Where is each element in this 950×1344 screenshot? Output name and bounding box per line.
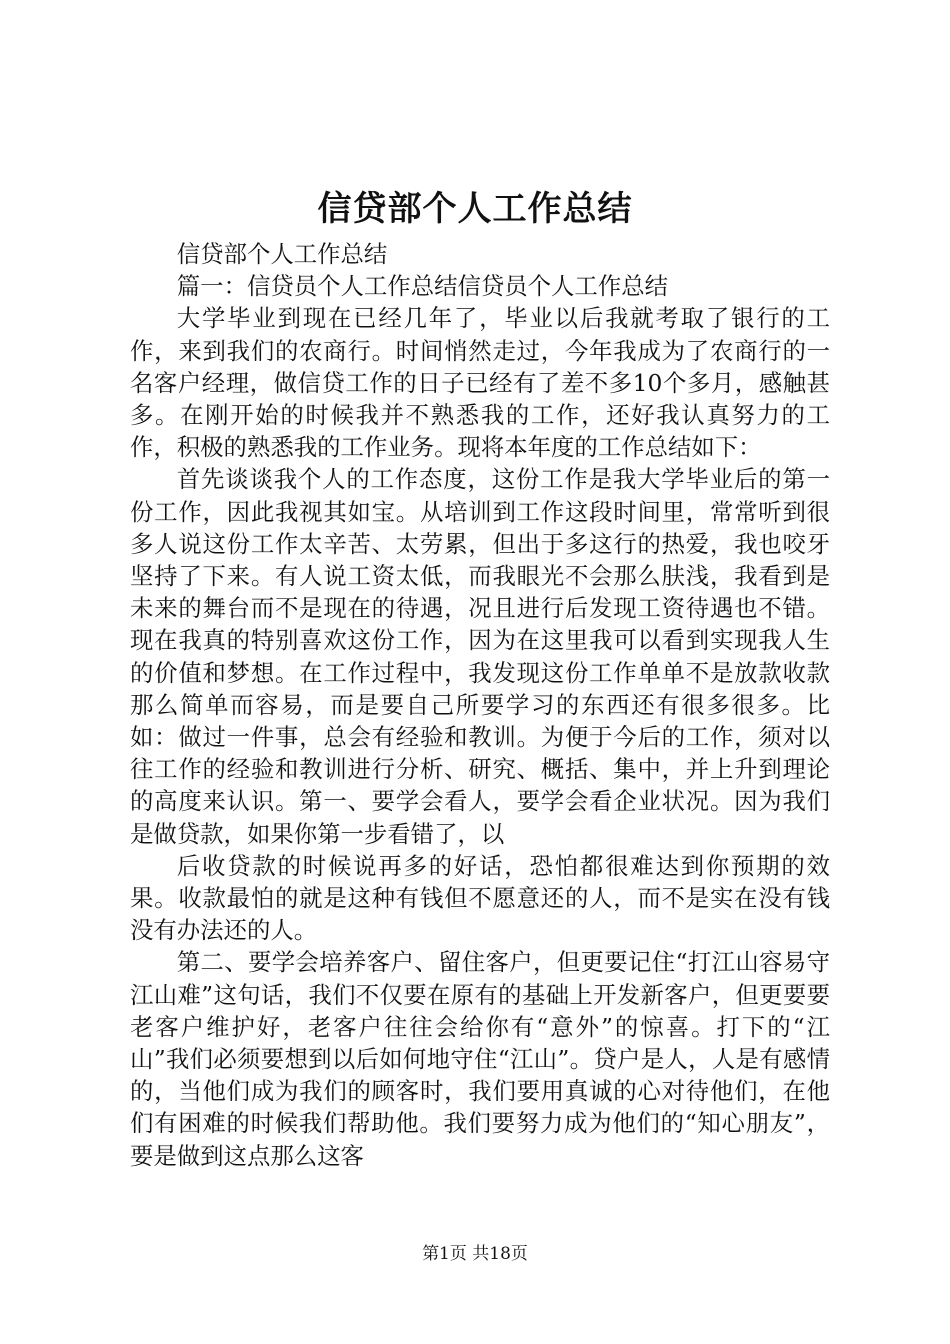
paragraph-work-attitude: 首先谈谈我个人的工作态度，这份工作是我大学毕业后的第一份工作，因此我视其如宝。从培训到工作这段时间里，常常听到很多人说这份工作太辛苦、太劳累，但出于多这行的热爱，我也咬牙坚持了下来。有人说工资太低，而我眼光不会那么肤浅，我看到是未来的舞台而不是现在的待遇，况且进行后发现工资待遇也不错。现在我真的特别喜欢这份工作，因为在这里我可以看到实现我人生的价值和梦想。在工作过程中，我发现这份工作单单不是放款收款那么简单而容易，而是要自己所要学习的东西还有很多很多。比如：做过一件事，总会有经验和教训。为便于今后的工作，须对以往工作的经验和教训进行分析、研究、概括、集中，并上升到理论的高度来认识。第一、要学会看人，要学会看企业状况。因为我们是做贷款，如果你第一步看错了，以 <box>130 465 830 848</box>
document-title: 信贷部个人工作总结 <box>317 189 633 229</box>
document-body <box>130 238 830 1172</box>
paragraph-section-heading: 篇一：信贷员个人工作总结信贷员个人工作总结 <box>176 272 668 301</box>
page-footer: 第1页 共18页 <box>422 1244 528 1264</box>
paragraph-client-retention: 第二、要学会培养客户、留住客户，但更要记住“打江山容易守江山难”这句话，我们不仅要在原有的基础上开发新客户，但更要要老客户维护好，老客户往往会给你有“意外”的惊喜。打下的“江山”我们必须要想到以后如何地守住“江山”。贷户是人，人是有感情的，当他们成为我们的顾客时，我们要用真诚的心对待他们，在他们有困难的时候我们帮助他。我们要努力成为他们的“知心朋友”，要是做到这点那么这客 <box>130 948 830 1170</box>
paragraph-subtitle: 信贷部个人工作总结 <box>176 240 388 268</box>
paragraph-intro: 大学毕业到现在已经几年了，毕业以后我就考取了银行的工作，来到我们的农商行。时间悄然走过，今年我成为了农商行的一名客户经理，做信贷工作的日子已经有了差不多10个多月，感触甚多。在刚开始的时候我并不熟悉我的工作，还好我认真努力的工作，积极的熟悉我的工作业务。现将本年度的工作总结如下： <box>130 304 830 462</box>
paragraph-loan-collection: 后收贷款的时候说再多的好话，恐怕都很难达到你预期的效果。收款最怕的就是这种有钱但不愿意还的人，而不是实在没有钱没有办法还的人。 <box>130 851 830 945</box>
